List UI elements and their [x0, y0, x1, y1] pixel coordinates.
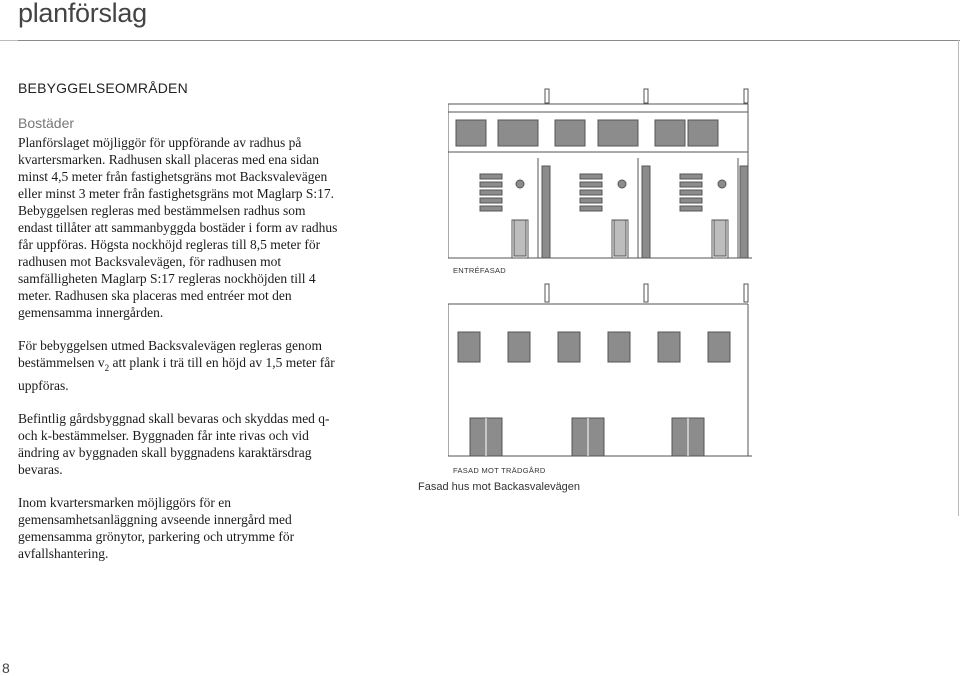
garden-facade-drawing	[448, 282, 758, 462]
header-rule	[18, 40, 960, 41]
entry-facade-drawing	[448, 86, 758, 264]
paragraph-2-subscript: 2	[104, 363, 110, 373]
paragraph-2	[18, 337, 340, 394]
paragraph-2-text-end: att plank i trä till en höjd av 1,5 meter får uppföras.	[18, 355, 335, 393]
subheading: Bostäder	[18, 115, 75, 131]
entry-facade-label: ENTRÉFASAD	[453, 266, 507, 275]
page-title: planförslag	[18, 0, 147, 28]
drawing-caption: Fasad hus mot Backasvalevägen	[418, 481, 581, 493]
garden-facade-label: FASAD MOT TRÄDGÅRD	[453, 466, 546, 475]
paragraph-2-text: För bebyggelsen utmed Backsvalevägen regleras genom bestämmelsen v	[18, 338, 323, 370]
right-margin-line	[958, 40, 959, 516]
page-number: 8	[2, 660, 10, 676]
header-rule-left	[0, 40, 18, 41]
paragraph-4: Inom kvartersmarken möjliggörs för en gemensamhetsanläggning avseende innergård med gemensamma grönytor, parkering och utrymme för avfallshantering.	[18, 495, 295, 561]
paragraph-3: Befintlig gårdsbyggnad skall bevaras och skyddas med q- och k-bestämmelser. Byggnaden får inte rivas och vid ändring av byggnaden skall byggnadens karaktärsdrag bevaras.	[18, 411, 330, 477]
body-text	[18, 134, 340, 562]
paragraph-1: Planförslaget möjliggör för uppförande av radhus på kvartersmarken. Radhusen skall placeras med ena sidan minst 4,5 meter från fastighetsgräns mot Backsvalevägen eller minst 3 meter från fastighetsgräns mot Maglarp S:17. Bebyggelsen regleras med bestämmelsen radhus som endast tillåter att sammanbyggda bostäder i form av radhus får uppföras. Högsta nockhöjd regleras till 8,5 meter för radhusen mot Backsvalevägen, för radhusen mot samfälligheten Maglarp S:17 regleras nockhöjden till 4 meter. Radhusen ska placeras med entréer mot den gemensamma innergården.	[18, 135, 338, 320]
section-heading: BEBYGGELSEOMRÅDEN	[18, 80, 188, 96]
